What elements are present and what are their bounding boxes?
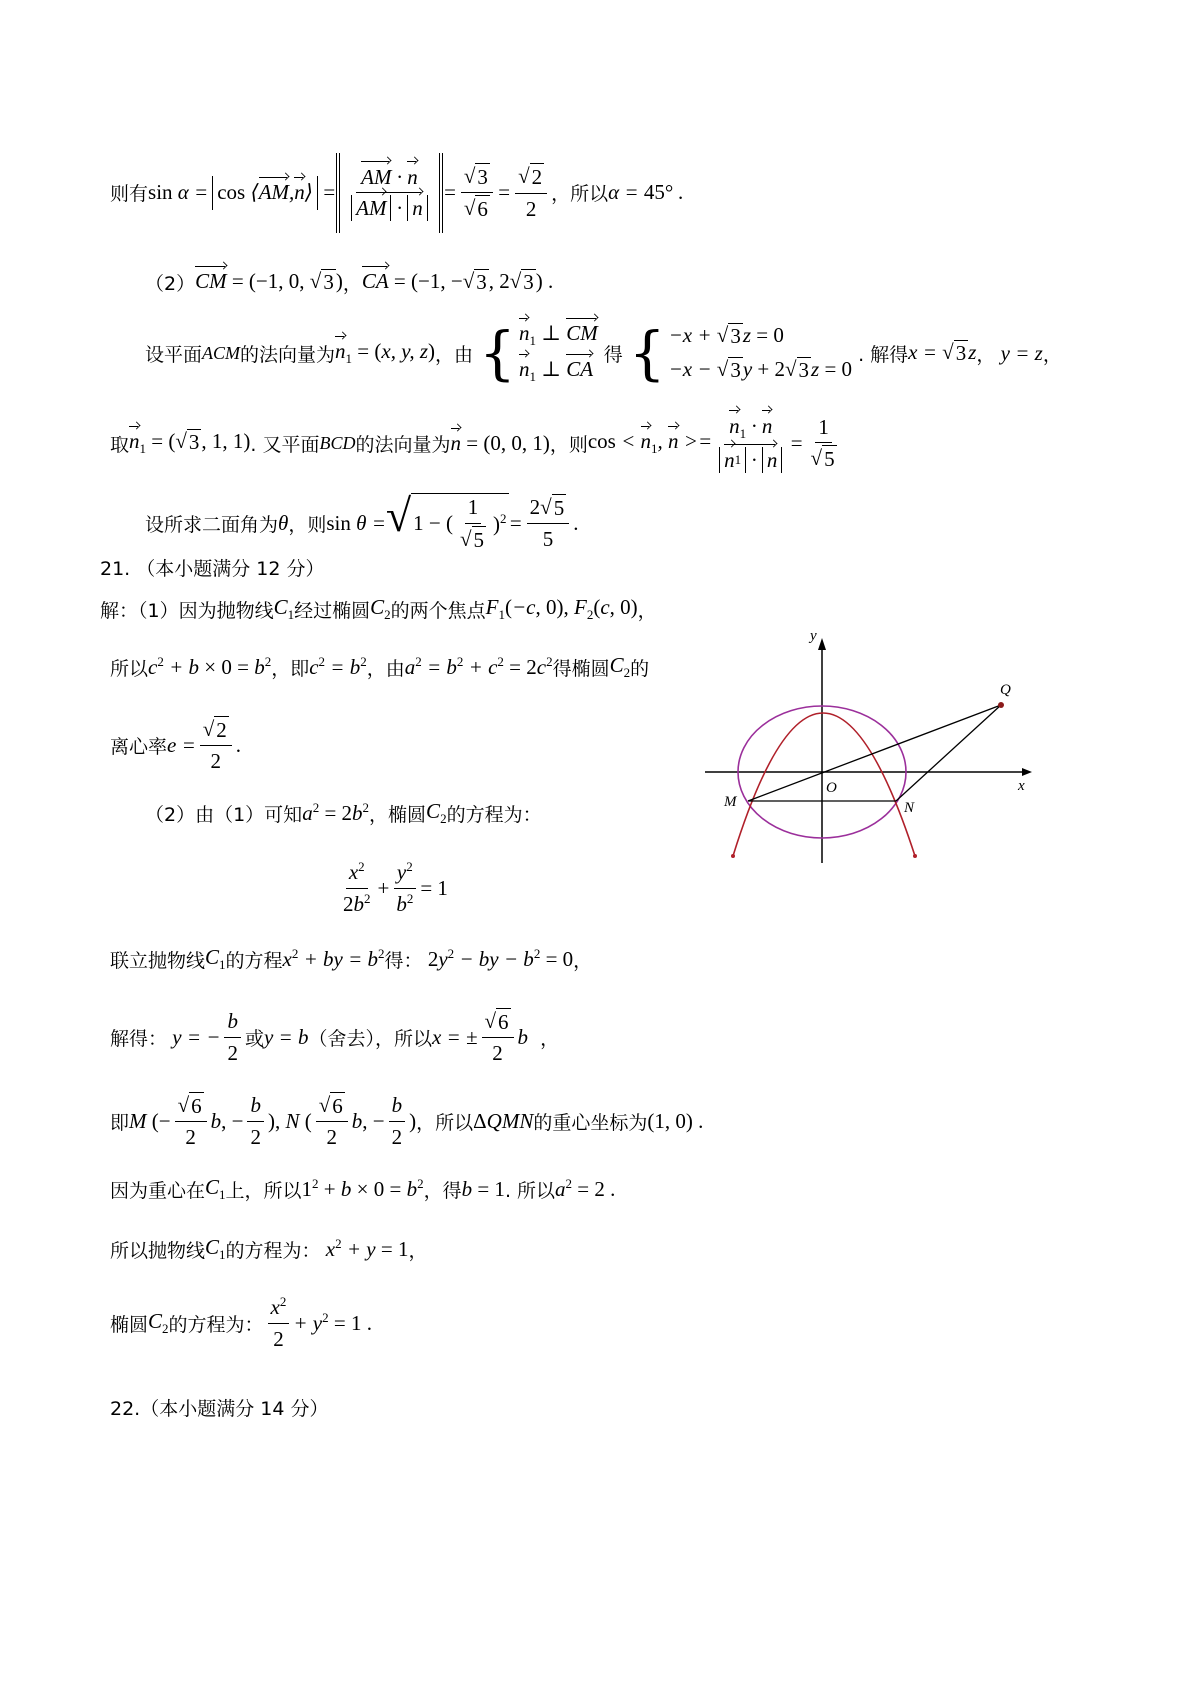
p21-line7: 解得： y = − $\frac{b}{2}$ 或 y = b （舍去），所以 x = ± √ 6 2 b ， (110, 1008, 560, 1065)
line-mq (748, 705, 1001, 801)
problem-22-heading: 22.（本小题满分 14 分） (110, 1397, 329, 1420)
normal-vector-acm-line: 设平面 ACM 的法向量为 $n_1 = (x$, y, z) ，由 { $n_1$ ⊥ CM $n_1$ ⊥ CA 得 { −x + √ 3 z = 0 −x − √ 3 y + 2 √ 3 z = 0 . 解得 x = √ 3 z ， y = z ， (145, 319, 1062, 387)
problem-21-heading: 21. （本小题满分 12 分） (100, 557, 325, 580)
origin-label: O (826, 780, 837, 796)
p21-line1: 解：（1）因为抛物线 $C_1$ 经过椭圆 $C_2$ 的两个焦点 $F_1(-c$, 0), $F_2(c$, 0) ， (100, 594, 657, 623)
line-nq (896, 705, 1001, 801)
ellipse-parabola-figure (700, 628, 1040, 873)
p21-line2: 所以 $c^2 + b \times 0 = b^2$ ，即 $c^2 = b^2$ ，由 $a^2 = b^2 + c^2 = 2c^2$ 得椭圆 $C_2$ 的 (110, 652, 650, 681)
p21-line8: 即 M (− √ 6 2 b, − $\frac{b}{2}$ ), N ( √ 6 2 b, − $\frac{b}{2}$ ) ，所以 ΔQMN 的重心坐标为 (1, 0) . (110, 1092, 704, 1149)
sin-alpha-line: 则有 sin α = cos ⟨ AM , n ⟩ = AM · n AM · n = √ 3 √ 6 = √ 2 2 ，所以 α = 45° . (110, 150, 684, 235)
vectors-cm-ca-line: （2） CM = (−1, 0, √ 3 ) ， CA = (−1, − √ 3 , 2 √ 3 ) . (145, 269, 554, 295)
sin-theta-line: 设所求二面角为 θ ，则 sin θ = √ 1 − ( 1 √ 5 )$^2$ = 2 √ 5 5 . (145, 490, 579, 552)
point-q-label: Q (1000, 682, 1011, 698)
normal-vector-bcd-line: 取 $n_1$ = ( √ 3 , 1, 1) . 又平面 BCD 的法向量为 n = (0, 0, 1) ，则 $\cos < n_1$, n >= $n_1 \cdot n$ n 1 · n = 1 √ 5 (110, 413, 835, 473)
point-m-label: M (724, 794, 737, 810)
ellipse-equation: $\frac{x^2}{2b^2}$ + $\frac{y^2}{b^2}$ = 1 (343, 859, 448, 916)
x-axis-arrow (1022, 768, 1032, 776)
p21-line3: 离心率 e = √ 2 2 . (110, 716, 242, 773)
point-n-label: N (904, 800, 915, 816)
y-axis-label: y (810, 628, 817, 644)
point-q (998, 702, 1004, 708)
p21-line9: 因为重心在 $C_1$ 上，所以 $1^2 + b \times 0 = b^2$ ，得 b = 1 . 所以 $a^2 = 2$ . (110, 1174, 616, 1203)
p21-line10: 所以抛物线 $C_1$ 的方程为： $x^2 + y = 1$ ， (110, 1234, 428, 1263)
p21-line6: 联立抛物线 $C_1$ 的方程 $x^2$ + by = $b^2$ 得： $2y^2$ − by − $b^2 = 0$ ， (110, 944, 593, 973)
p21-line4: （2）由（1）可知 $a^2 = 2b^2$ ，椭圆 $C_2$ 的方程为： (145, 798, 542, 827)
parabola-c1 (733, 713, 915, 856)
p21-line11: 椭圆 $C_2$ 的方程为： $\frac{x^2}{2}$ + $y^2 = 1$ . (110, 1294, 372, 1351)
y-axis-arrow (818, 638, 826, 650)
x-axis-label: x (1018, 778, 1025, 794)
